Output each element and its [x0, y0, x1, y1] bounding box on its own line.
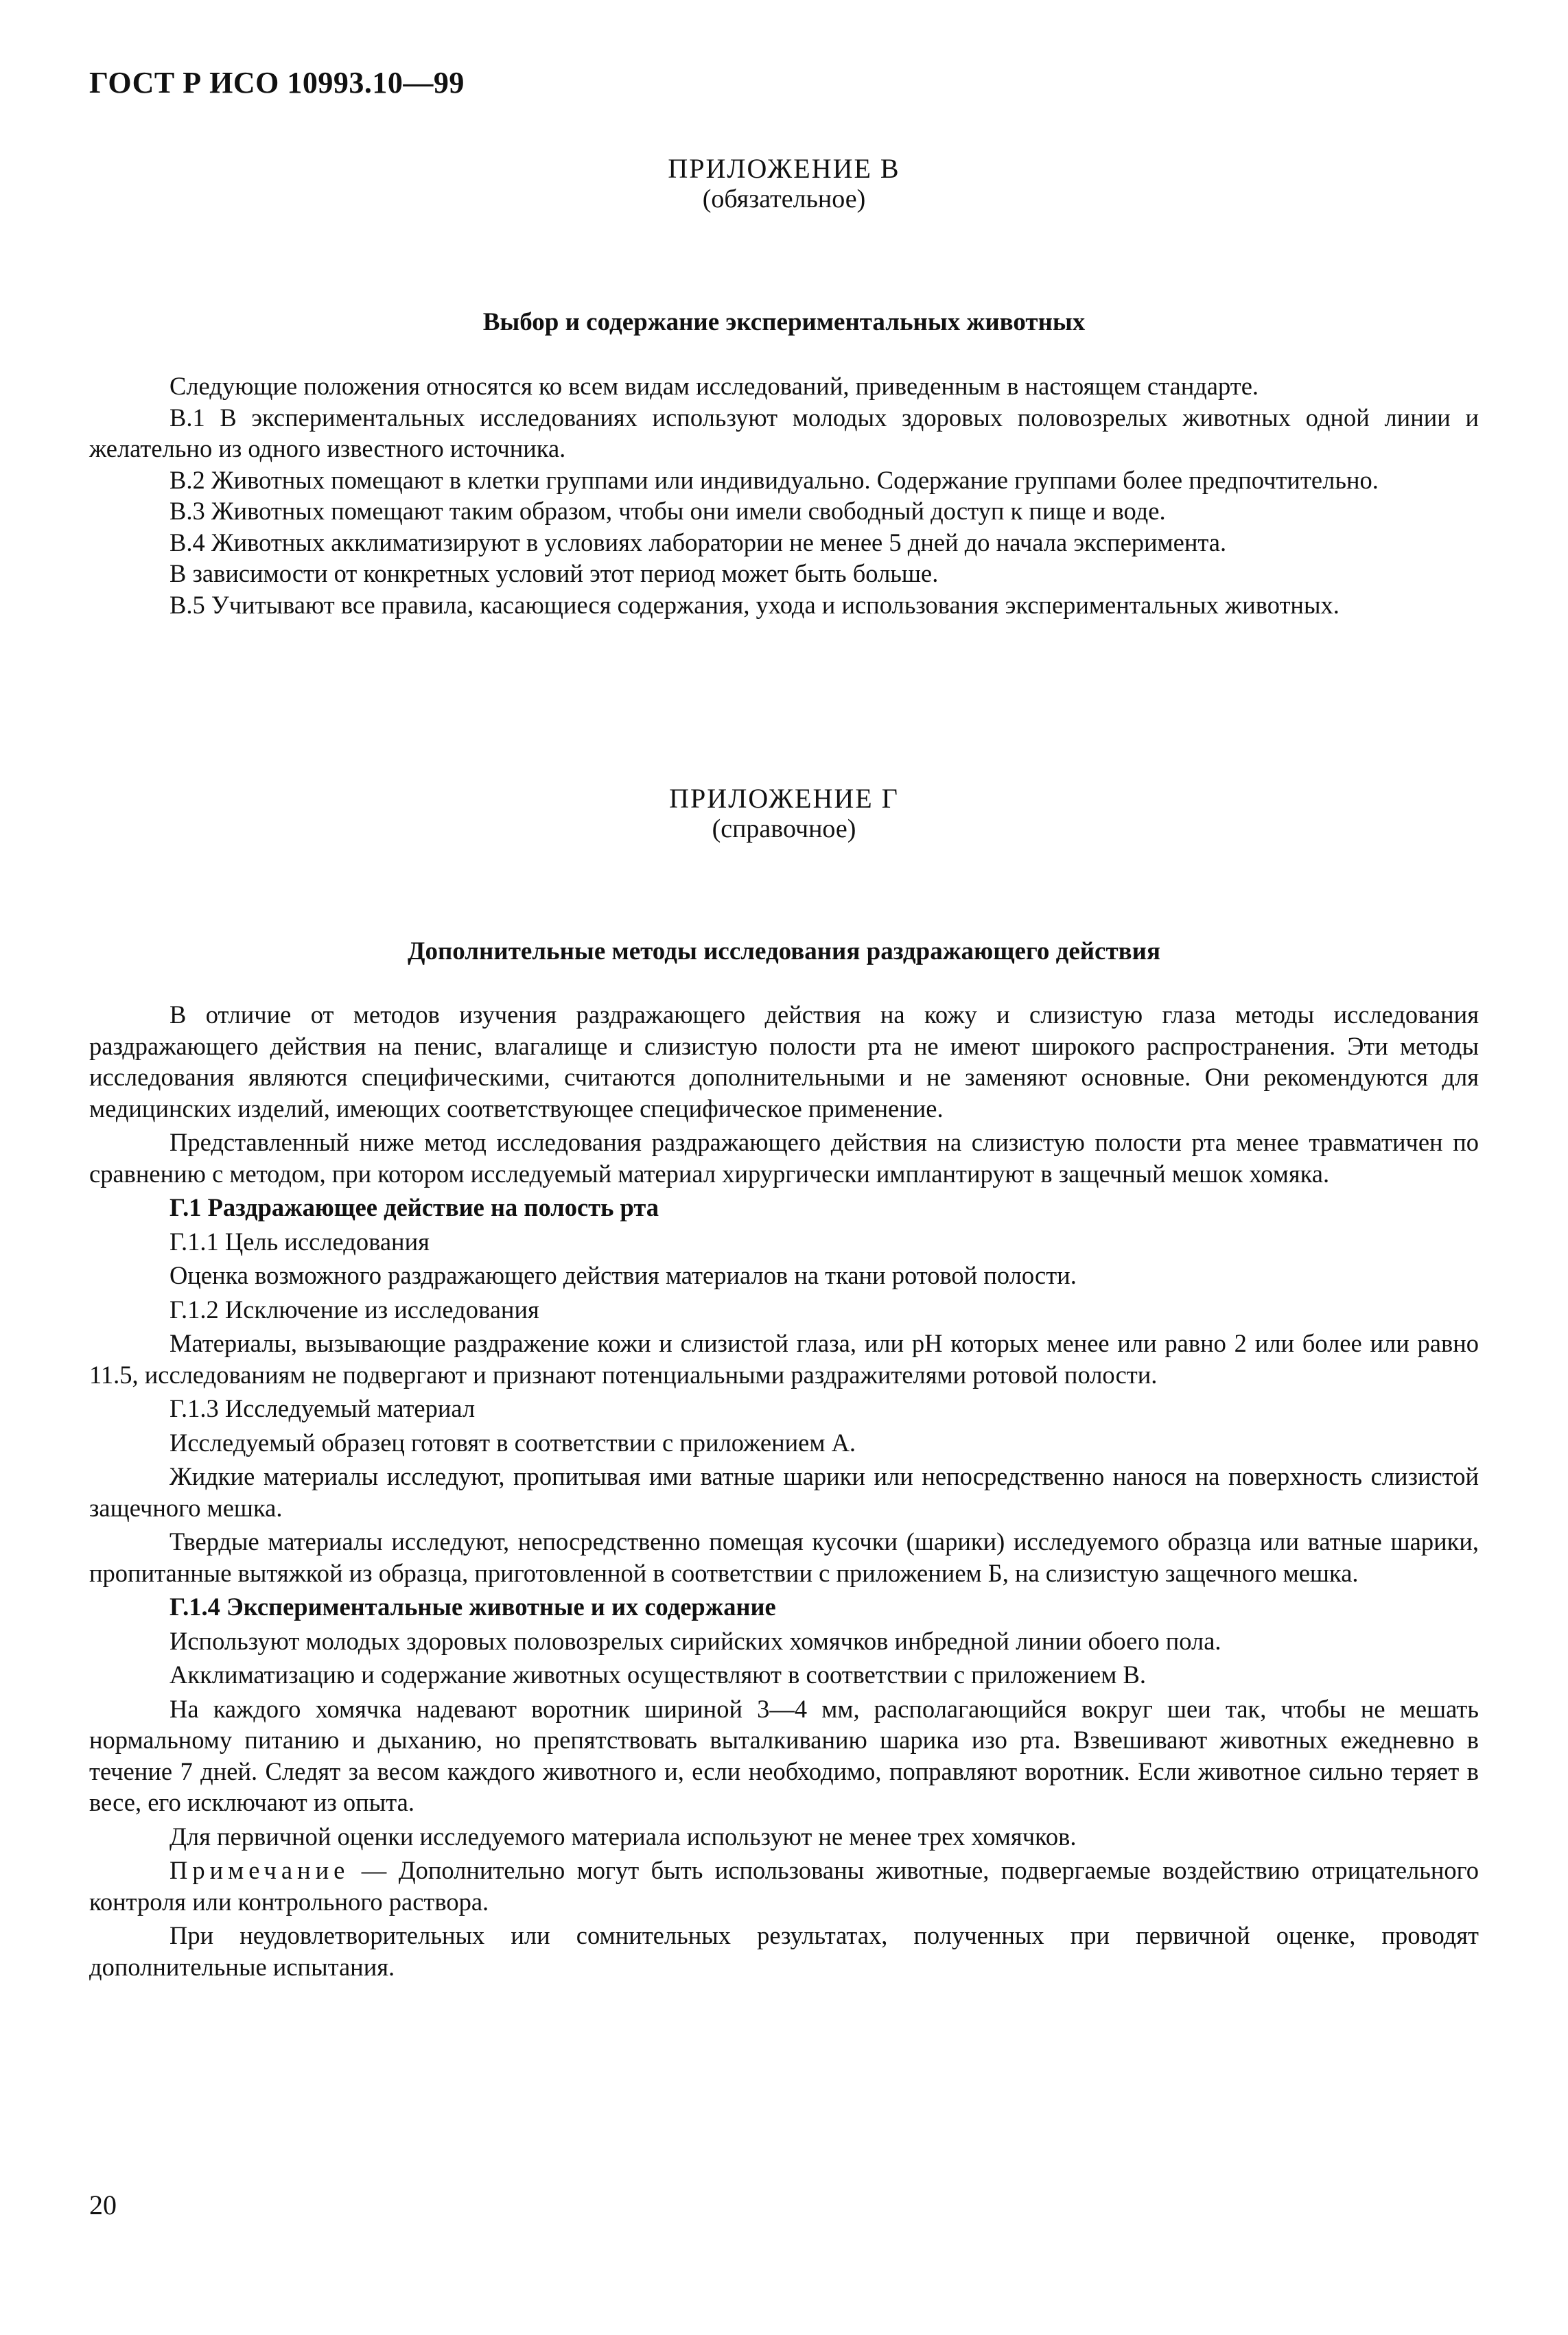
appendix-g-heading: Дополнительные методы исследования раздражающего действия: [408, 937, 1160, 965]
section-g13-title: Г.1.3 Исследуемый материал: [169, 1394, 476, 1422]
paragraph: Оценка возможного раздражающего действия материалов на ткани ротовой полости.: [169, 1261, 1077, 1289]
paragraph: В.4 Животных акклиматизируют в условиях лаборатории не менее 5 дней до начала эксперимента.: [169, 528, 1227, 556]
paragraph: На каждого хомячка надевают воротник шириной 3—4 мм, располагающийся вокруг шеи так, чтобы не мешать нормальному питанию и дыханию, но препятствовать выталкиванию шарика изо рта. Взвешивают животных ежедневно в течение 7 дней. Следят за весом каждого животного и, если необходимо, поправляют воротник. Если животное сильно теряет в весе, его исключают из опыта.: [89, 1694, 1479, 1816]
note-text: — Дополнительно могут быть использованы животные, подвергаемые воздействию отрицательного контроля или контрольного раствора.: [89, 1856, 1479, 1916]
paragraph: В.1 В экспериментальных исследованиях используют молодых здоровых половозрелых животных одной линии и желательно из одного известного источника.: [89, 403, 1479, 462]
paragraph: В.3 Животных помещают таким образом, чтобы они имели свободный доступ к пище и воде.: [169, 497, 1166, 525]
section-g12-title: Г.1.2 Исключение из исследования: [169, 1295, 539, 1324]
section-g11-title: Г.1.1 Цель исследования: [169, 1227, 430, 1256]
appendix-g-title: ПРИЛОЖЕНИЕ Г: [669, 783, 899, 814]
note-paragraph: [89, 1855, 1479, 1917]
paragraph: Представленный ниже метод исследования раздражающего действия на слизистую полости рта менее травматичен по сравнению с методом, при котором исследуемый материал хирургически имплантируют в защечный мешок хомяка.: [89, 1128, 1479, 1188]
paragraph: В.5 Учитывают все правила, касающиеся содержания, ухода и использования экспериментальных животных.: [169, 590, 1339, 619]
paragraph: Материалы, вызывающие раздражение кожи и слизистой глаза, или pH которых менее или равно 2 или более или равно 11.5, исследованиям не подвергают и признают потенциальными раздражителями ротовой полости.: [89, 1329, 1479, 1389]
paragraph: Используют молодых здоровых половозрелых сирийских хомячков инбредной линии обоего пола.: [169, 1626, 1221, 1655]
appendix-v-title: ПРИЛОЖЕНИЕ В: [668, 153, 900, 184]
appendix-v-heading: Выбор и содержание экспериментальных животных: [482, 308, 1086, 336]
paragraph: Твердые материалы исследуют, непосредственно помещая кусочки (шарики) исследуемого образца или ватные шарики, пропитанные вытяжкой из образца, приготовленной в соответствии с приложением Б, на слизистую защечного мешка.: [89, 1527, 1479, 1587]
paragraph: Жидкие материалы исследуют, пропитывая ими ватные шарики или непосредственно нанося на поверхность слизистой защечного мешка.: [89, 1462, 1479, 1522]
paragraph: В отличие от методов изучения раздражающего действия на кожу и слизистую глаза методы исследования раздражающего действия на пенис, влагалище и слизистую полости рта не имеют широкого распространения. Эти методы исследования являются специфическими, считаются дополнительными и не заменяют основные. Они рекомендуются для медицинских изделий, имеющих соответствующее специфическое применение.: [89, 1000, 1479, 1123]
appendix-v-body: [89, 371, 1479, 620]
section-g14-title: Г.1.4 Экспериментальные животные и их содержание: [169, 1593, 776, 1621]
paragraph: В зависимости от конкретных условий этот период может быть больше.: [169, 559, 939, 587]
paragraph: Акклиматизацию и содержание животных осуществляют в соответствии с приложением В.: [169, 1661, 1146, 1689]
paragraph: Для первичной оценки исследуемого материала используют не менее трех хомячков.: [169, 1822, 1077, 1851]
appendix-g-status: (справочное): [712, 814, 856, 843]
paragraph: При неудовлетворительных или сомнительных результатах, полученных при первичной оценке, проводят дополнительные испытания.: [89, 1921, 1479, 1981]
document-header: ГОСТ Р ИСО 10993.10—99: [89, 66, 465, 99]
appendix-v-status: (обязательное): [702, 185, 866, 213]
paragraph: Следующие положения относятся ко всем видам исследований, приведенным в настоящем стандарте.: [169, 372, 1259, 400]
note-label: Примечание: [169, 1856, 350, 1884]
page-number: 20: [89, 2190, 117, 2220]
section-g1-title: Г.1 Раздражающее действие на полость рта: [169, 1193, 659, 1221]
paragraph: В.2 Животных помещают в клетки группами или индивидуально. Содержание группами более предпочтительно.: [169, 465, 1379, 494]
appendix-g-body: [89, 999, 1479, 1982]
paragraph: Исследуемый образец готовят в соответствии с приложением А.: [169, 1428, 856, 1457]
